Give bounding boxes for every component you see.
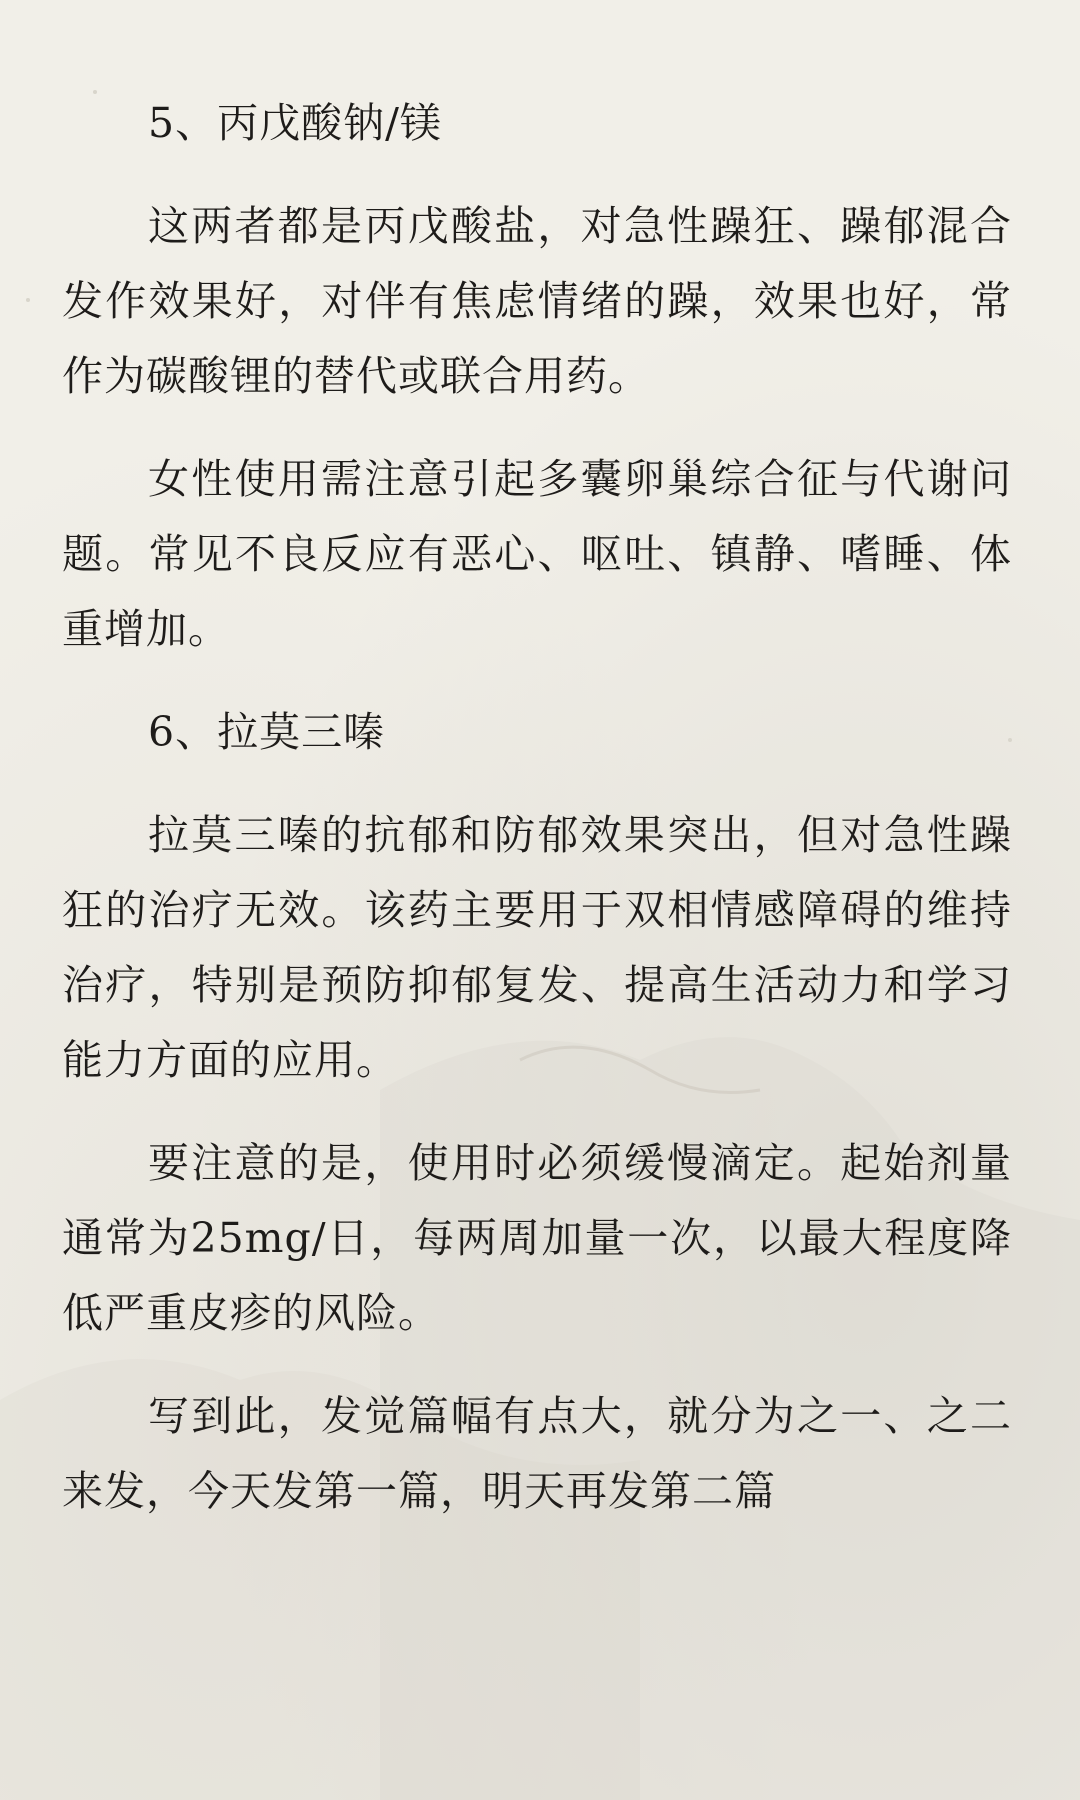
speck-2 <box>26 298 30 302</box>
paragraph: 要注意的是，使用时必须缓慢滴定。起始剂量通常为25mg/日，每两周加量一次，以最大程度降低严重皮疹的风险。 <box>62 1139 1012 1337</box>
paragraph: 这两者都是丙戊酸盐，对急性躁狂、躁郁混合发作效果好，对伴有焦虑情绪的躁，效果也好，常作为碳酸锂的替代或联合用药。 <box>62 202 1012 400</box>
section-lamotrigine <box>62 695 1012 1529</box>
paragraph: 拉莫三嗪的抗郁和防郁效果突出，但对急性躁狂的治疗无效。该药主要用于双相情感障碍的维持治疗，特别是预防抑郁复发、提高生活动力和学习能力方面的应用。 <box>62 811 1012 1084</box>
section-heading: 5、丙戊酸钠/镁 <box>148 99 442 147</box>
article-content <box>62 86 1012 1557</box>
section-valproate <box>62 86 1012 667</box>
paragraph: 写到此，发觉篇幅有点大，就分为之一、之二来发，今天发第一篇，明天再发第二篇 <box>62 1392 1012 1515</box>
paragraph: 女性使用需注意引起多囊卵巢综合征与代谢问题。常见不良反应有恶心、呕吐、镇静、嗜睡、体重增加。 <box>62 455 1012 653</box>
section-heading: 6、拉莫三嗪 <box>148 708 386 756</box>
